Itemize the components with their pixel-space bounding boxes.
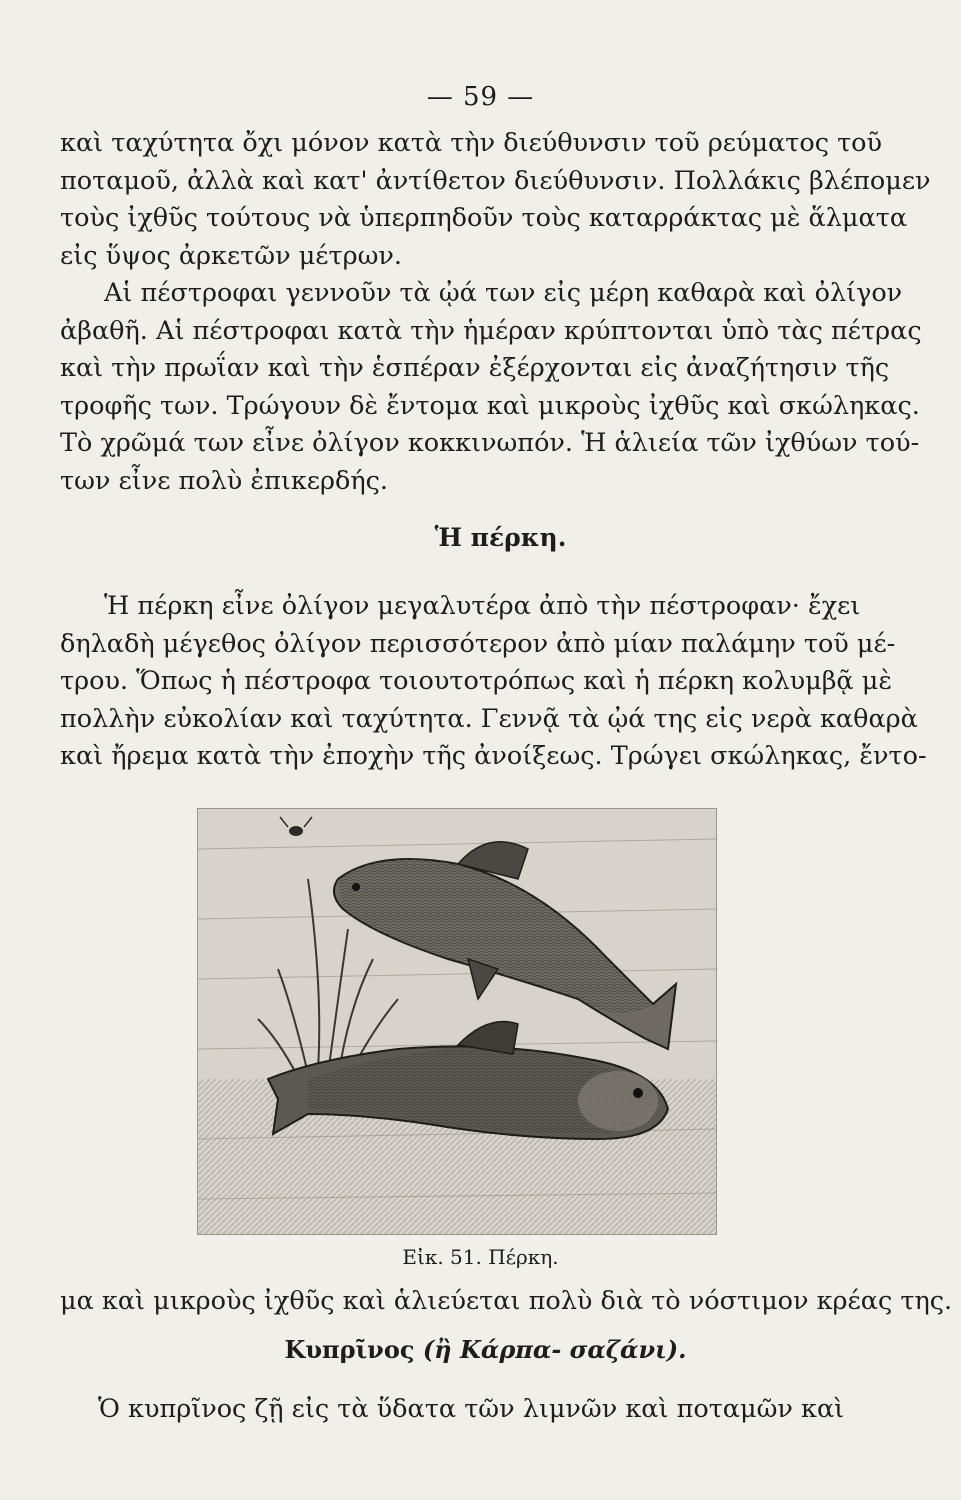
text-line: δηλαδὴ μέγεθος ὀλίγον περισσότερον ἀπὸ μίαν παλάμην τοῦ μέ- [60, 628, 896, 659]
text-line: Ἡ πέρκη εἶνε ὀλίγον μεγαλυτέρα ἀπὸ τὴν πέστροφαν· ἔχει [104, 591, 861, 621]
section-heading-carp [10, 1335, 961, 1364]
section-heading-perch: Ἡ πέρκη. [434, 523, 567, 552]
text-line: τρου. Ὅπως ἡ πέστροφα τοιουτοτρόπως καὶ ἡ πέρκη κολυμβᾷ μὲ [60, 666, 893, 696]
text-line: Αἱ πέστροφαι γεννοῦν τὰ ᾠά των εἰς μέρη καθαρὰ καὶ ὀλίγον [104, 278, 903, 308]
text-line: πολλὴν εὐκολίαν καὶ ταχύτητα. Γεννᾷ τὰ ᾠά της εἰς νερὰ καθαρὰ [60, 703, 918, 734]
text-line: εἰς ὕψος ἀρκετῶν μέτρων. [60, 240, 402, 271]
paragraph-perch [60, 588, 927, 776]
fish-engraving [198, 809, 716, 1234]
text-line: τροφῆς των. Τρώγουν δὲ ἔντομα καὶ μικροὺς ἰχθῦς καὶ σκώληκας. [60, 390, 920, 421]
heading-carp-main: Κυπρῖνος [284, 1335, 415, 1364]
text-line: Τὸ χρῶμά των εἶνε ὀλίγον κοκκινωπόν. Ἡ ἁλιεία τῶν ἰχθύων τού- [60, 428, 920, 458]
text-line: Ὁ κυπρῖνος ζῇ εἰς τὰ ὕδατα τῶν λιμνῶν καὶ ποταμῶν καὶ [98, 1394, 845, 1424]
text-line: των εἶνε πολὺ ἐπικερδής. [60, 465, 389, 496]
perch-illustration [197, 808, 717, 1235]
paragraph-trout-speed [60, 125, 931, 275]
figure-caption: Εἰκ. 51. Πέρκη. [402, 1245, 559, 1269]
page-number: — 59 — [426, 82, 535, 112]
text-line: καὶ ἤρεμα κατὰ τὴν ἐποχὴν τῆς ἀνοίξεως. Τρώγει σκώληκας, ἔντο- [60, 741, 927, 771]
text-line: ἀβαθῆ. Αἱ πέστροφαι κατὰ τὴν ἡμέραν κρύπτονται ὑπὸ τὰς πέτρας [60, 315, 922, 346]
paragraph-trout-habits [60, 275, 922, 500]
text-line: μα καὶ μικροὺς ἰχθῦς καὶ ἁλιεύεται πολὺ διὰ τὸ νόστιμον κρέας της. [60, 1286, 953, 1316]
text-line: καὶ ταχύτητα ὄχι μόνον κατὰ τὴν διεύθυνσιν τοῦ ρεύματος τοῦ [60, 128, 883, 158]
heading-carp-paren: (ἢ Κάρπα- σαζάνι). [422, 1335, 687, 1364]
text-line: τοὺς ἰχθῦς τούτους νὰ ὑπερπηδοῦν τοὺς καταρράκτας μὲ ἅλματα [60, 203, 908, 233]
text-line: ποταμοῦ, ἀλλὰ καὶ κατ' ἀντίθετον διεύθυνσιν. Πολλάκις βλέπομεν [60, 165, 931, 196]
text-line: καὶ τὴν πρωΐαν καὶ τὴν ἑσπέραν ἐξέρχονται εἰς ἀναζήτησιν τῆς [60, 353, 890, 383]
